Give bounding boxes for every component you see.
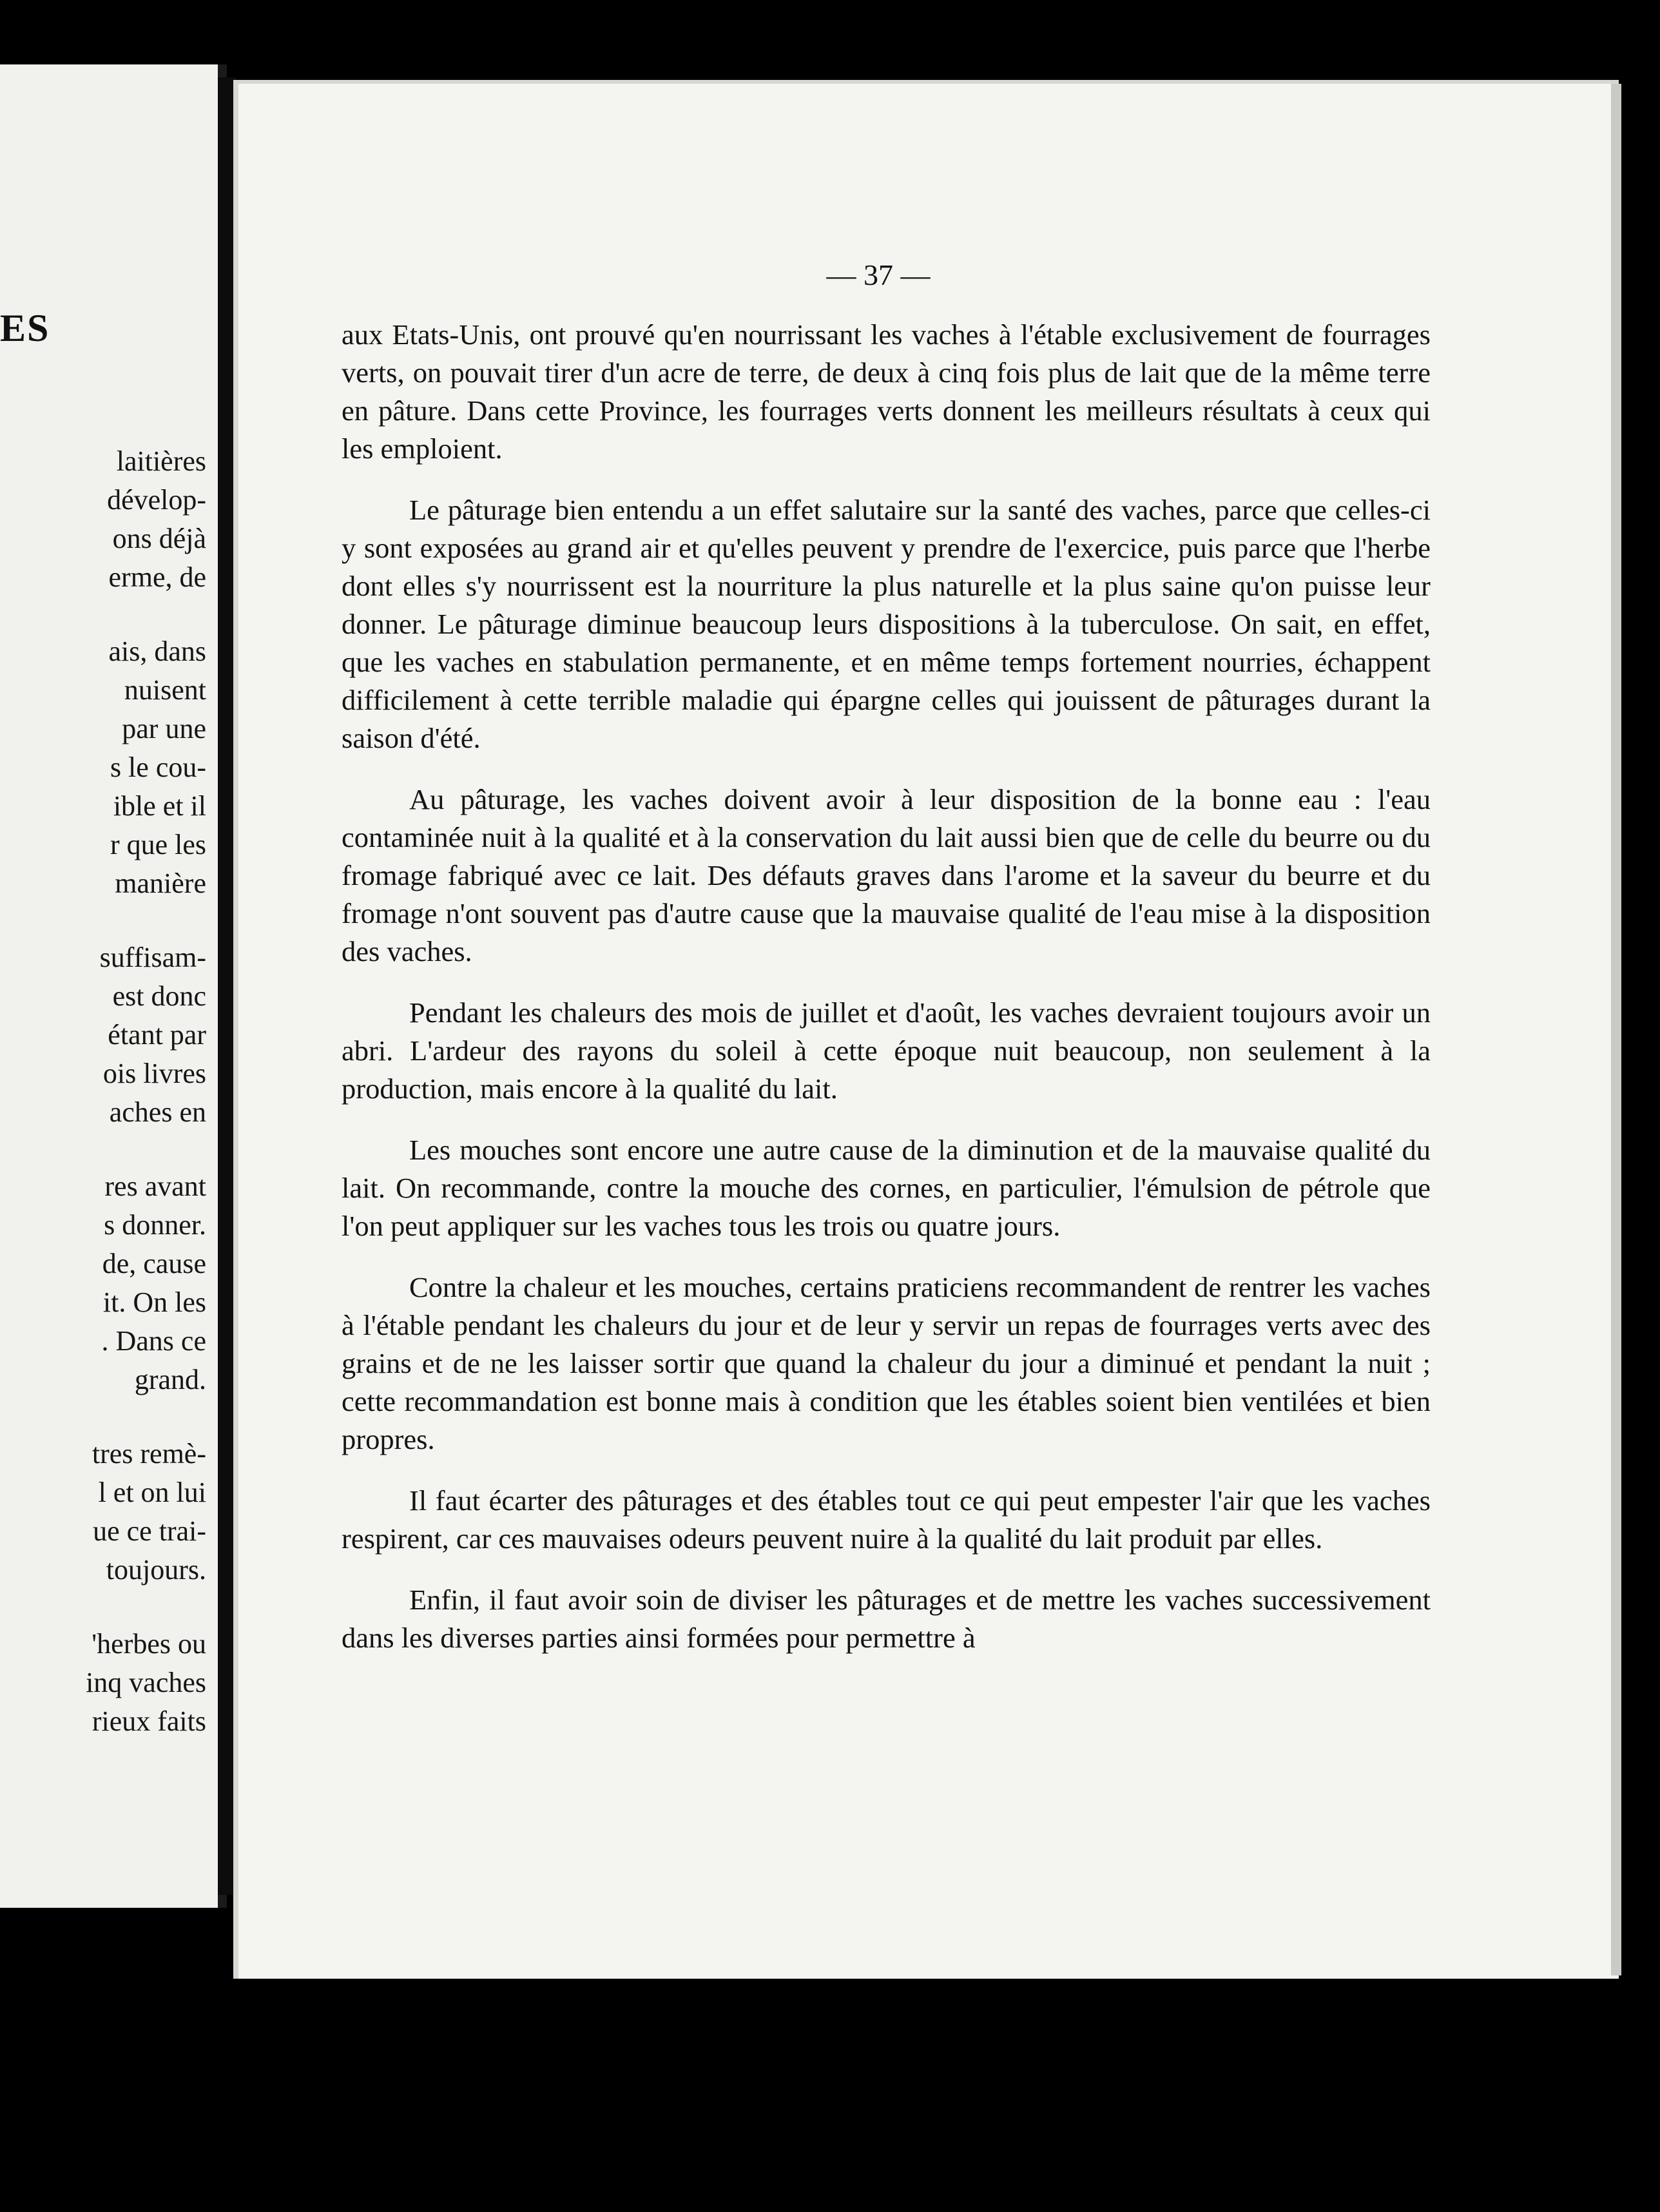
left-page-line: est donc [112,980,206,1012]
left-page-line: manière [115,868,206,899]
paragraph: Contre la chaleur et les mouches, certains praticiens recommandent de rentrer les vaches à l'étable pendant les chaleurs du jour et de leur y servir un repas de fourrages verts avec des grains et de ne les laisser sortir que quand la chaleur du jour a diminué et pendant la nuit ; cette recommandation est bonne mais à condition que les étables soient bien ventilées et bien propres. [342,1271,1431,1455]
paragraph: Il faut écarter des pâturages et des étables tout ce qui peut empester l'air que les vaches respirent, car ces mauvaises odeurs peuvent nuire à la qualité du lait produit par elles. [342,1484,1431,1555]
left-page-line: de, cause [102,1248,206,1279]
left-page-line: par une [122,713,206,744]
left-page-line: rieux faits [92,1705,206,1737]
page-number-text: — 37 — [826,258,931,291]
left-page-line: r que les [110,829,206,860]
left-page-line: erme, de [108,561,206,593]
left-page-line: inq vaches [86,1667,206,1698]
left-page-line: suffisam- [99,942,206,973]
left-page-line: res avant [104,1170,206,1202]
paragraph: Enfin, il faut avoir soin de diviser les pâturages et de mettre les vaches successivement dans les diverses parties ainsi formées pour permettre à [342,1584,1431,1654]
left-page-line: dévelop- [107,484,206,516]
left-page-line: étant par [108,1019,206,1051]
left-page-line: ible et il [113,790,206,822]
left-page-line: it. On les [102,1286,206,1318]
page-number [0,258,1660,292]
page-edge [1611,84,1621,1975]
left-page-line: grand. [134,1364,206,1395]
paragraph: aux Etats-Unis, ont prouvé qu'en nourrissant les vaches à l'étable exclusivement de fourrages verts, on pouvait tirer d'un acre de terre, de deux à cinq fois plus de lait que de la même terre en pâture. Dans cette Province, les fourrages verts donnent les meilleurs résultats à ceux qui les emploient. [342,318,1431,465]
left-page-line: s donner. [104,1209,206,1241]
paragraph: Au pâturage, les vaches doivent avoir à leur disposition de la bonne eau : l'eau contaminée nuit à la qualité et à la conservation du lait aussi bien que de celle du beurre ou du fromage fabriqué avec ce lait. Des défauts graves dans l'arome et la saveur du beurre et du fromage n'ont souvent pas d'autre cause que la mauvaise qualité de l'eau mise à la disposition des vaches. [342,783,1431,967]
left-page-line: laitières [116,445,206,477]
left-page-line: s le cou- [110,752,206,783]
left-page [0,64,227,1908]
left-page-line: 'herbes ou [92,1628,206,1660]
left-page-line: ue ce trai- [93,1515,206,1547]
paragraph: Le pâturage bien entendu a un effet salutaire sur la santé des vaches, parce que celles-ci y sont exposées au grand air et qu'elles peuvent y prendre de l'exercice, puis parce que l'herbe dont elles s'y nourrissent est la nourriture la plus naturelle et la plus saine qu'on puisse leur donner. Le pâturage diminue beaucoup leurs dispositions à la tuberculose. On sait, en effet, que les vaches en stabulation permanente, et en même temps fortement nourries, échappent difficilement à cette terrible maladie qui épargne celles qui jouissent de pâturages durant la saison d'été. [342,494,1431,754]
left-page-line: aches en [109,1096,206,1128]
left-page-line: . Dans ce [101,1325,206,1357]
left-page-line: ais, dans [108,635,206,667]
left-page-line: ois livres [102,1058,206,1089]
left-page-line: nuisent [124,674,206,706]
paragraph: Pendant les chaleurs des mois de juillet et d'août, les vaches devraient toujours avoir un abri. L'ardeur des rayons du soleil à cette époque nuit beaucoup, non seulement à la production, mais encore à la qualité du lait. [342,996,1431,1105]
left-page-heading: ES [0,307,50,349]
paragraph: Les mouches sont encore une autre cause de la diminution et de la mauvaise qualité du lait. On recommande, contre la mouche des cornes, en particulier, l'émulsion de pétrole que l'on peut appliquer sur les vaches tous les trois ou quatre jours. [342,1134,1431,1242]
left-page-line: l et on lui [98,1477,206,1508]
left-page-line: tres remè- [92,1438,206,1470]
left-page-line: toujours. [106,1554,206,1586]
left-page-line: ons déjà [112,523,206,554]
body-text [342,316,1431,1680]
